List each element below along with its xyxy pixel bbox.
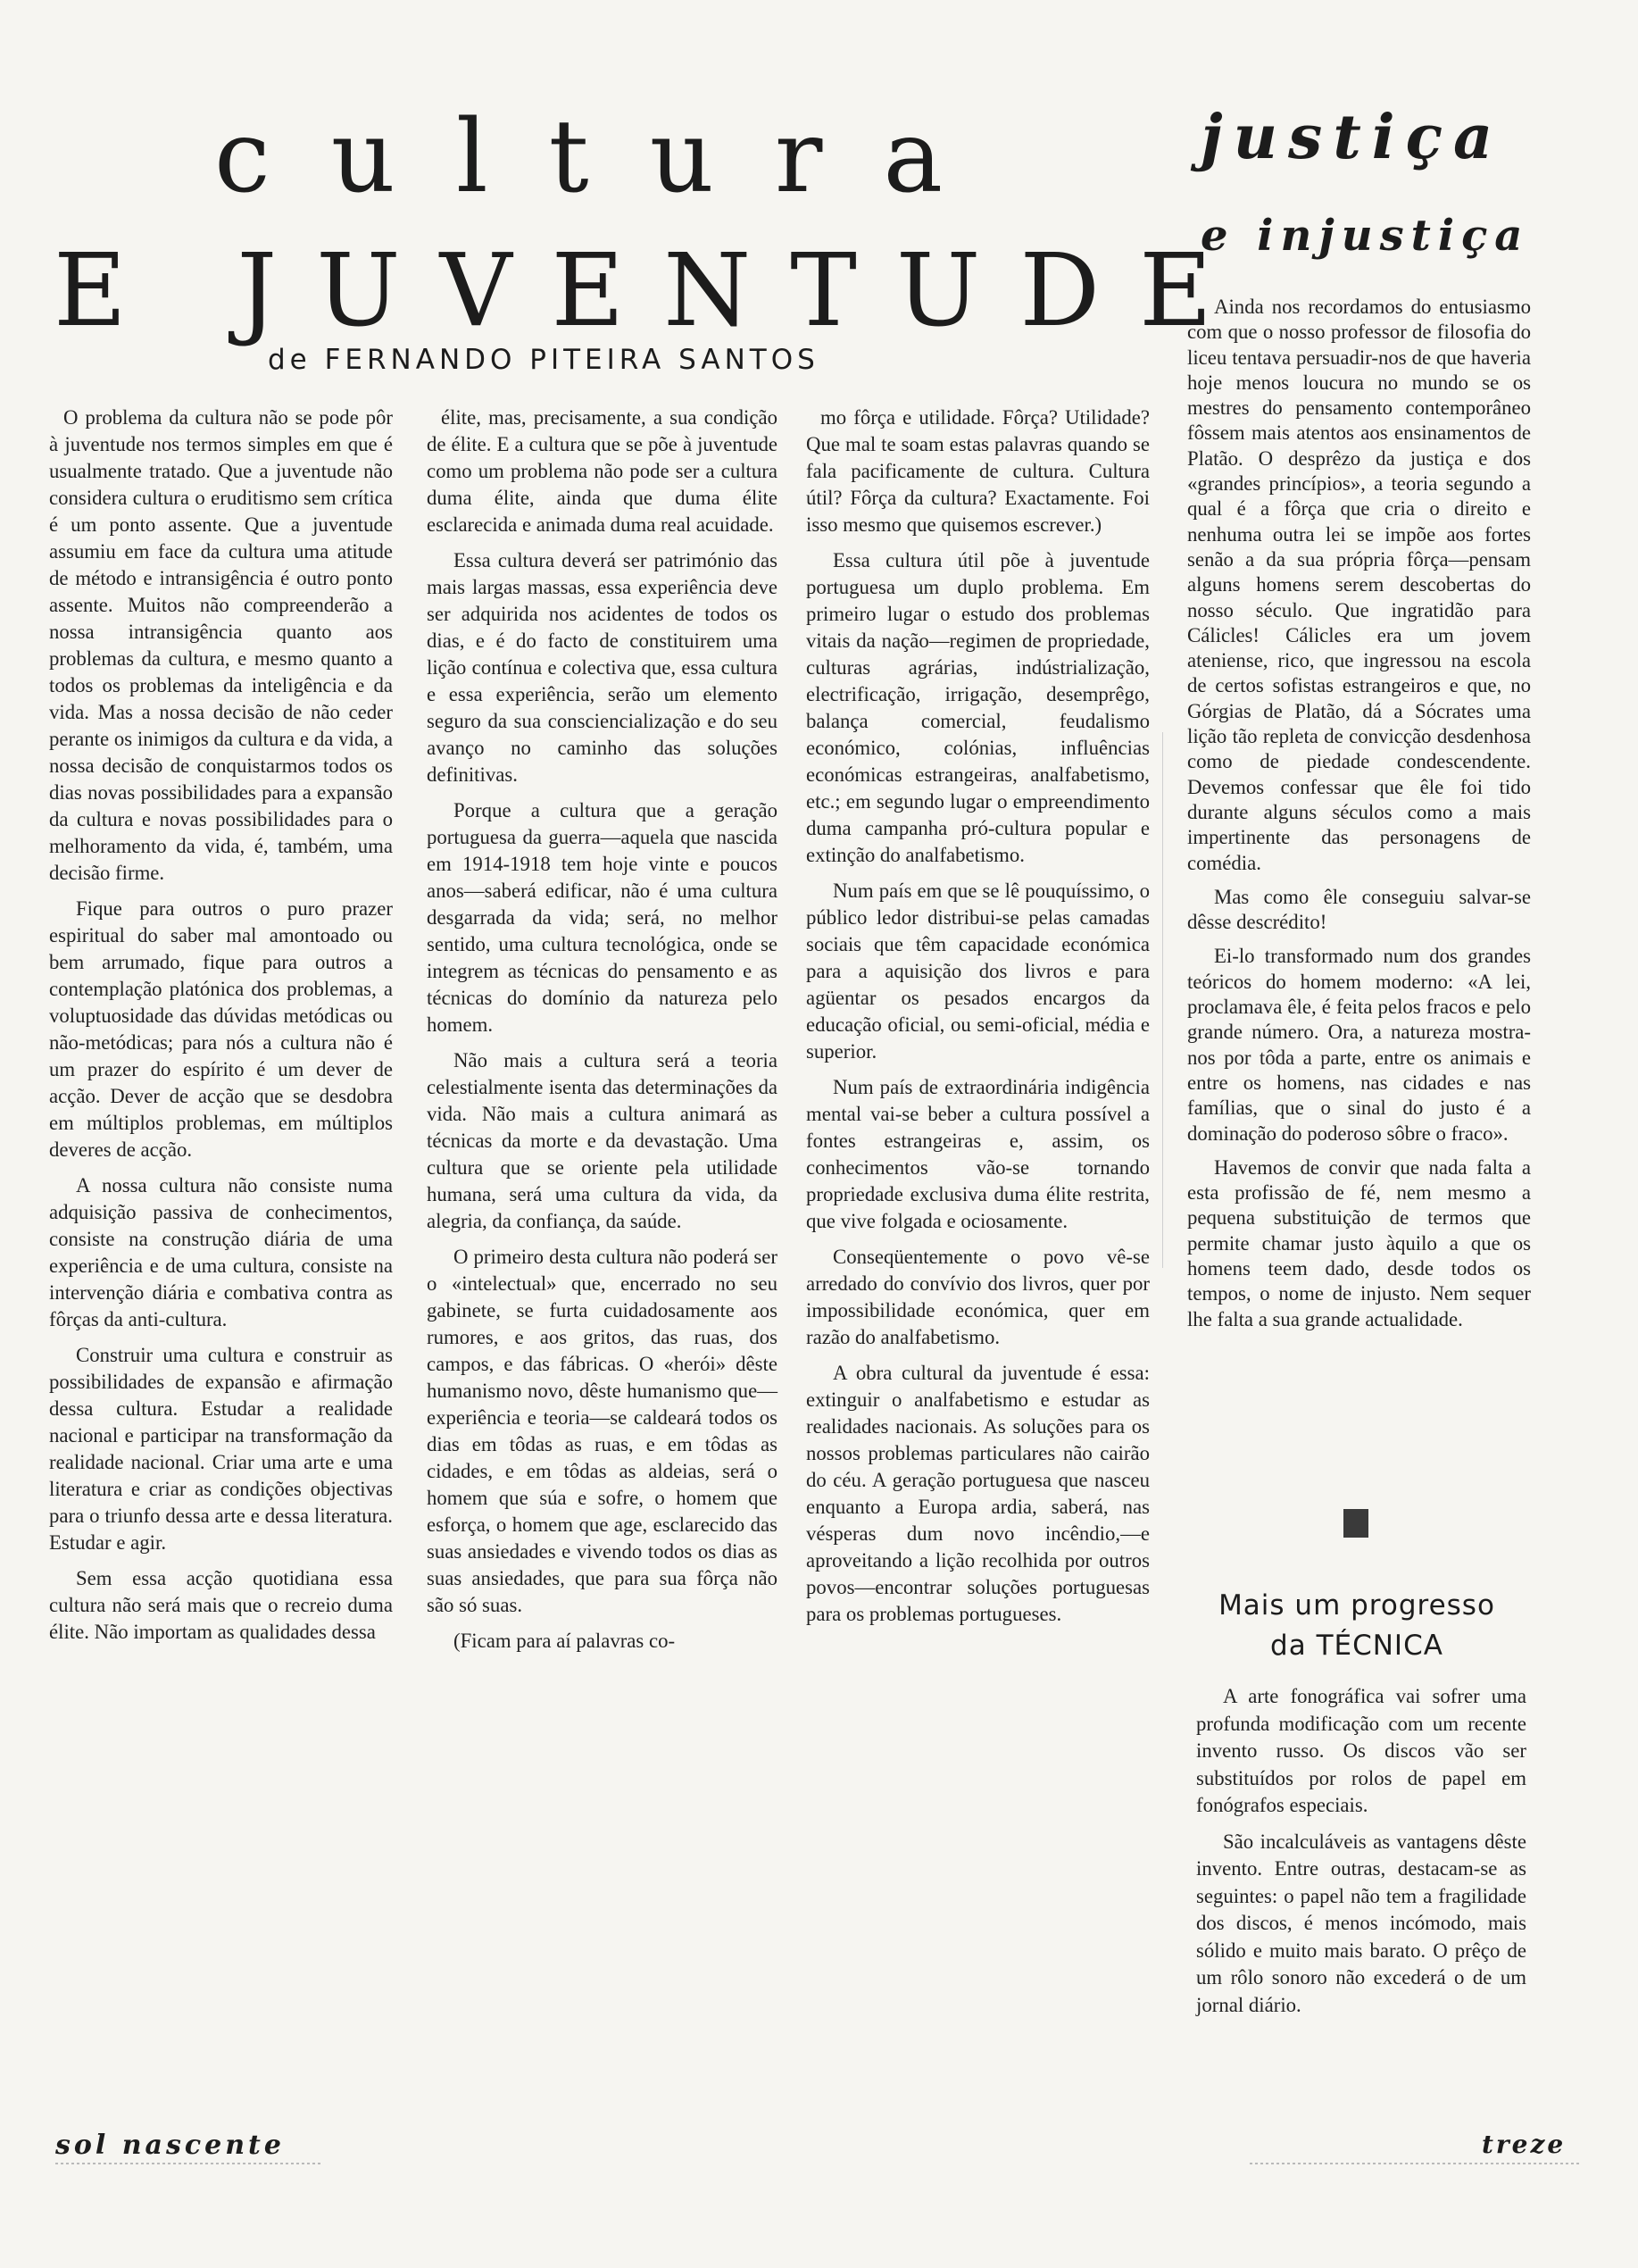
article-column-2 (427, 404, 777, 2092)
paragraph: mo fôrça e utilidade. Fôrça? Utilidade? Que mal te soam estas palavras quando se fala pacificamente de cultura. Cultura útil? Fôrça da cultura? Exactamente. Foi isso mesmo que quisemos escrever.) (806, 406, 1150, 536)
paragraph: A arte fonográfica vai sofrer uma profunda modificação com um recente invento russo. Os discos vão ser substituídos por rolos de papel em fonógrafos especiais. (1196, 1685, 1526, 1816)
technica-headline-line2: da TÉCNICA (1270, 1630, 1443, 1662)
article-justica-column (1187, 295, 1531, 1580)
paragraph: Conseqüentemente o povo vê-se arredado do convívio dos livros, quer por impossibilidade económica, quer em razão do analfabetismo. (806, 1246, 1150, 1348)
footer-rule-left (55, 2163, 323, 2164)
headline-justica: justiça (1201, 102, 1504, 173)
paragraph: Ei-lo transformado num dos grandes teóricos do homem moderno: «A lei, proclamava êle, é feita pelos fracos e pelo grande número. Ora, a natureza mostra-nos por tôda a parte, entre os animais e entre os homens, nas cidades e nas famílias, que o sinal do justo é a dominação do poderoso sôbre o fraco». (1187, 945, 1531, 1145)
paragraph: São incalculáveis as vantagens dêste invento. Entre outras, destacam-se as seguintes: o papel não tem a fragilidade dos discos, é menos incómodo, mais sólido e muito mais barato. O prêço de um rôlo sonoro não excederá o de um jornal diário. (1196, 1830, 1526, 2016)
paragraph: A nossa cultura não consiste numa adquisição passiva de conhecimentos, consiste na construção diária de uma experiência e de uma cultura, consiste na intervenção diária e combativa contra as fôrças da anti-cultura. (49, 1174, 393, 1330)
paragraph: Mas como êle conseguiu salvar-se dêsse descrédito! (1187, 885, 1531, 934)
section-separator-square (1343, 1509, 1368, 1538)
paragraph: élite, mas, precisamente, a sua condição de élite. E a cultura que se põe à juventude como um problema não pode ser a cultura duma élite, ainda que duma élite esclarecida e animada duma real acuidade. (427, 406, 777, 536)
paragraph: Ainda nos recordamos do entusiasmo com que o nosso professor de filosofia do liceu tentava persuadir-nos de que haveria hoje menos loucura no mundo se os mestres do pensamento contemporâneo fôssem mais atentos aos ensinamentos de Platão. O desprêzo da justiça e dos «grandes princípios», a teoria segundo a qual é a fôrça que cria o direito e nenhuma outra lei se impõe aos fortes senão a da sua própria fôrça—pensam alguns homens serem descobertas do nosso século. Que ingratidão para Cálicles! Cálicles era um jovem ateniense, rico, que ingressou na escola de certos sofistas estrangeiros e que, no Górgias de Platão, dá a Sócrates uma lição tão repleta de convicção desdenhosa como de piedade condescendente. Devemos confessar que êle foi tido durante alguns séculos como a mais impertinente das personagens de comédia. (1187, 296, 1531, 874)
headline-cultura: cultura (214, 99, 1004, 215)
paragraph: Não mais a cultura será a teoria celestialmente isenta das determinações da vida. Não mais a cultura animará as técnicas da morte e da devastação. Uma cultura que se oriente pela utilidade humana, será uma cultura da vida, da alegria, da confiança, da saúde. (427, 1049, 777, 1232)
paragraph: Porque a cultura que a geração portuguesa da guerra—aquela que nascida em 1914-1918 tem hoje vinte e poucos anos—saberá edificar, não é uma cultura desgarrada da vida; será, no melhor sentido, uma cultura tecnológica, onde se integrem as técnicas do pensamento e as técnicas do domínio da natureza pelo homem. (427, 799, 777, 1036)
paragraph: Construir uma cultura e construir as possibilidades de expansão e afirmação dessa cultura. Estudar a realidade nacional e participar na transformação da realidade nacional. Criar uma arte e uma literatura e criar as condições objectivas para o triunfo dessa arte e dessa literatura. Estudar e agir. (49, 1344, 393, 1554)
paragraph: Essa cultura deverá ser património das mais largas massas, essa experiência deve ser adquirida nos acidentes de todos os dias, e é do facto de constituirem uma lição contínua e colectiva que, essa cultura e essa experiência, serão um elemento seguro da sua consciencialização e do seu avanço no caminho das soluções definitivas. (427, 549, 777, 786)
technica-headline-line1: Mais um progresso (1218, 1589, 1495, 1622)
article-column-3 (806, 404, 1150, 2092)
paragraph: Num país em que se lê pouquíssimo, o público ledor distribui-se pelas camadas sociais que têm capacidade económica para a aquisição dos livros e para agüentar os pesados encargos da educação oficial, ou semi-oficial, média e superior. (806, 880, 1150, 1063)
headline-juventude: E JUVENTUDE (54, 233, 1251, 349)
paragraph: (Ficam para aí palavras co- (453, 1630, 676, 1652)
paragraph: O primeiro desta cultura não poderá ser o «intelectual» que, encerrado no seu gabinete, se furta cuidadosamente aos rumores, e aos gritos, das ruas, dos campos, e das fábricas. O «herói» dêste humanismo novo, dêste humanismo que—experiência e teoria—se caldeará todos os dias em tôdas as ruas, e em tôdas as cidades, e em tôdas as aldeias, será o homem que súa e sofre, o homem que esforça, o homem que age, esclarecido das suas ansiedades e vivendo todos os dias as suas ansiedades, que para sua fôrça não são só suas. (427, 1246, 777, 1616)
paragraph: O problema da cultura não se pode pôr à juventude nos termos simples em que é usualmente tratado. Que a juventude não considera cultura o eruditismo sem crítica é um ponto assente. Que a juventude assumiu em face da cultura uma atitude de método e intransigência é outro ponto assente. Muitos não compreenderão a nossa intransigência quanto aos problemas da cultura, e mesmo quanto a todos os problemas da inteligência e da vida. Mas a nossa decisão de não ceder perante os inimigos da cultura e da vida, a nossa decisão de conquistarmos todos os dias novas possibilidades para a expansão da cultura e novas possibilidades para o melhoramento da vida, é, também, uma decisão firme. (49, 406, 393, 884)
paragraph: A obra cultural da juventude é essa: extinguir o analfabetismo e estudar as realidades nacionais. As soluções para os nossos problemas particulares não cairão do céu. A geração portuguesa que nasceu enquanto a Europa ardia, saberá, nas vésperas dum novo incêndio,—e aproveitando a lição recolhida por outros povos—encontrar soluções portuguesas para os problemas portugueses. (806, 1362, 1150, 1625)
column-divider (1162, 732, 1163, 1268)
byline: de FERNANDO PITEIRA SANTOS (268, 344, 819, 376)
footer-page-number: treze (1482, 2130, 1567, 2159)
paragraph: Essa cultura útil põe à juventude portuguesa um duplo problema. Em primeiro lugar o estudo dos problemas vitais da nação—regimen de propriedade, culturas agrárias, indústrialização, electrificação, irrigação, desemprêgo, balança comercial, feudalismo económico, colónias, influências económicas estrangeiras, analfabetismo, etc.; em segundo lugar o empreendimento duma campanha pró-cultura popular e extinção do analfabetismo. (806, 549, 1150, 866)
paragraph: Havemos de convir que nada falta a esta profissão de fé, nem mesmo a pequena substituição de termos que permite chamar justo àquilo a que os homens teem dado, desde todos os tempos, o nome de injusto. Nem sequer lhe falta a sua grande actualidade. (1187, 1155, 1531, 1330)
article-column-1 (49, 404, 393, 2092)
article-technica-column (1196, 1683, 1526, 2112)
paragraph: Sem essa acção quotidiana essa cultura não será mais que o recreio duma élite. Não importam as qualidades dessa (49, 1567, 393, 1643)
footer-rule-right (1250, 2163, 1580, 2164)
footer-publication-name: sol nascente (55, 2130, 285, 2161)
headline-injustica: e injustiça (1201, 211, 1530, 261)
paragraph: Fique para outros o puro prazer espiritual do saber mal amontoado ou bem arrumado, fique para outros a contemplação platónica dos problemas, a voluptuosidade das dúvidas metódicas ou não-metódicas; para nós a cultura não é um prazer do espírito é um dever de acção. Dever de acção que se desdobra em múltiplos problemas, em múltiplos deveres de acção. (49, 897, 393, 1161)
paragraph: Num país de extraordinária indigência mental vai-se beber a cultura possível a fontes estrangeiras e, assim, os conhecimentos vão-se tornando propriedade exclusiva duma élite restrita, que vive folgada e ociosamente. (806, 1076, 1150, 1232)
